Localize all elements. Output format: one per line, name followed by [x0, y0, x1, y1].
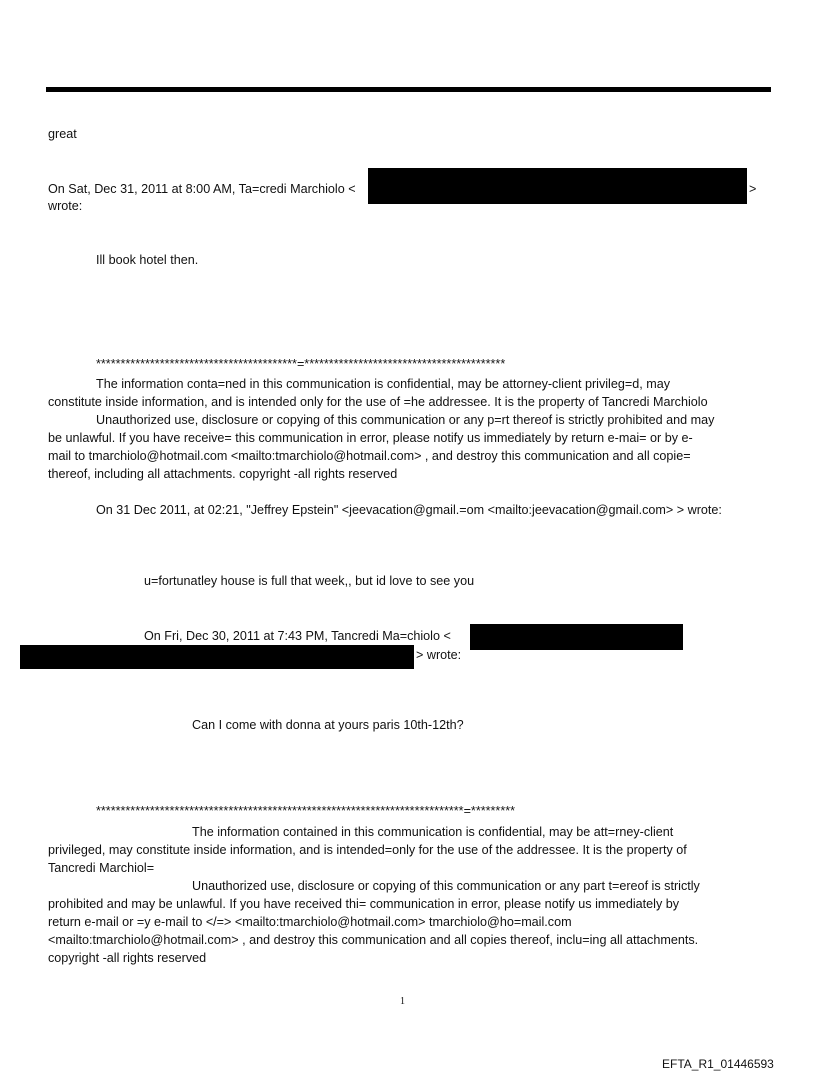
disclaimer-1-line: The information conta=ned in this communication is confidential, may be attorney-client privileg=d, may — [96, 377, 671, 391]
disclaimer-2-line: return e-mail or =y e-mail to </=> <mailto:tmarchiolo@hotmail.com> tmarchiolo@ho=mail.com — [48, 915, 572, 929]
bates-number: EFTA_R1_01446593 — [662, 1057, 774, 1071]
disclaimer-separator-1: *****************************************=***************************************** — [96, 357, 506, 371]
disclaimer-2-line: Unauthorized use, disclosure or copying of this communication or any part t=ereof is strictly — [192, 879, 700, 893]
disclaimer-2-line: privileged, may constitute inside information, and is intended=only for the use of the addressee. It is the property of — [48, 843, 687, 857]
quote-header-1-wrote: wrote: — [48, 199, 83, 213]
disclaimer-separator-2: ***************************************************************************=********* — [96, 804, 516, 818]
message-text-2: u=fortunatley house is full that week,, but id love to see you — [144, 574, 475, 588]
quote-header-3-wrote: > wrote: — [416, 648, 462, 662]
disclaimer-1-line: Unauthorized use, disclosure or copying of this communication or any p=rt thereof is strictly prohibited and may — [96, 413, 715, 427]
quote-header-3: On Fri, Dec 30, 2011 at 7:43 PM, Tancredi Ma=chiolo < — [144, 629, 451, 643]
disclaimer-1-line: mail to tmarchiolo@hotmail.com <mailto:tmarchiolo@hotmail.com> , and destroy this communication and all copie= — [48, 449, 691, 463]
message-text-1: Ill book hotel then. — [96, 253, 199, 267]
redaction-box — [470, 624, 683, 650]
disclaimer-2-line: Tancredi Marchiol= — [48, 861, 155, 875]
disclaimer-1-line: constitute inside information, and is intended only for the use of =he addressee. It is the property of Tancredi Marchiolo — [48, 395, 708, 409]
reply-text: great — [48, 127, 77, 141]
redaction-box — [368, 168, 747, 204]
page-number: 1 — [400, 996, 405, 1007]
disclaimer-2-line: The information contained in this communication is confidential, may be att=rney-client — [192, 825, 674, 839]
disclaimer-1-line: thereof, including all attachments. copyright -all rights reserved — [48, 467, 398, 481]
disclaimer-2-line: <mailto:tmarchiolo@hotmail.com> , and destroy this communication and all copies thereof, inclu=ing all attachments. — [48, 933, 699, 947]
quote-header-1-close: > — [749, 182, 757, 196]
redaction-box — [20, 645, 414, 669]
message-text-3: Can I come with donna at yours paris 10th-12th? — [192, 718, 464, 732]
quote-header-1: On Sat, Dec 31, 2011 at 8:00 AM, Ta=credi Marchiolo < — [48, 182, 356, 196]
quote-header-2: On 31 Dec 2011, at 02:21, "Jeffrey Epstein" <jeevacation@gmail.=om <mailto:jeevacation@gmail.com> > wrote: — [96, 503, 722, 517]
disclaimer-1-line: be unlawful. If you have receive= this communication in error, please notify us immediately by return e-mai= or by e- — [48, 431, 693, 445]
header-rule — [46, 87, 771, 92]
disclaimer-2-line: copyright -all rights reserved — [48, 951, 207, 965]
disclaimer-2-line: prohibited and may be unlawful. If you have received thi= communication in error, please notify us immediately by — [48, 897, 680, 911]
